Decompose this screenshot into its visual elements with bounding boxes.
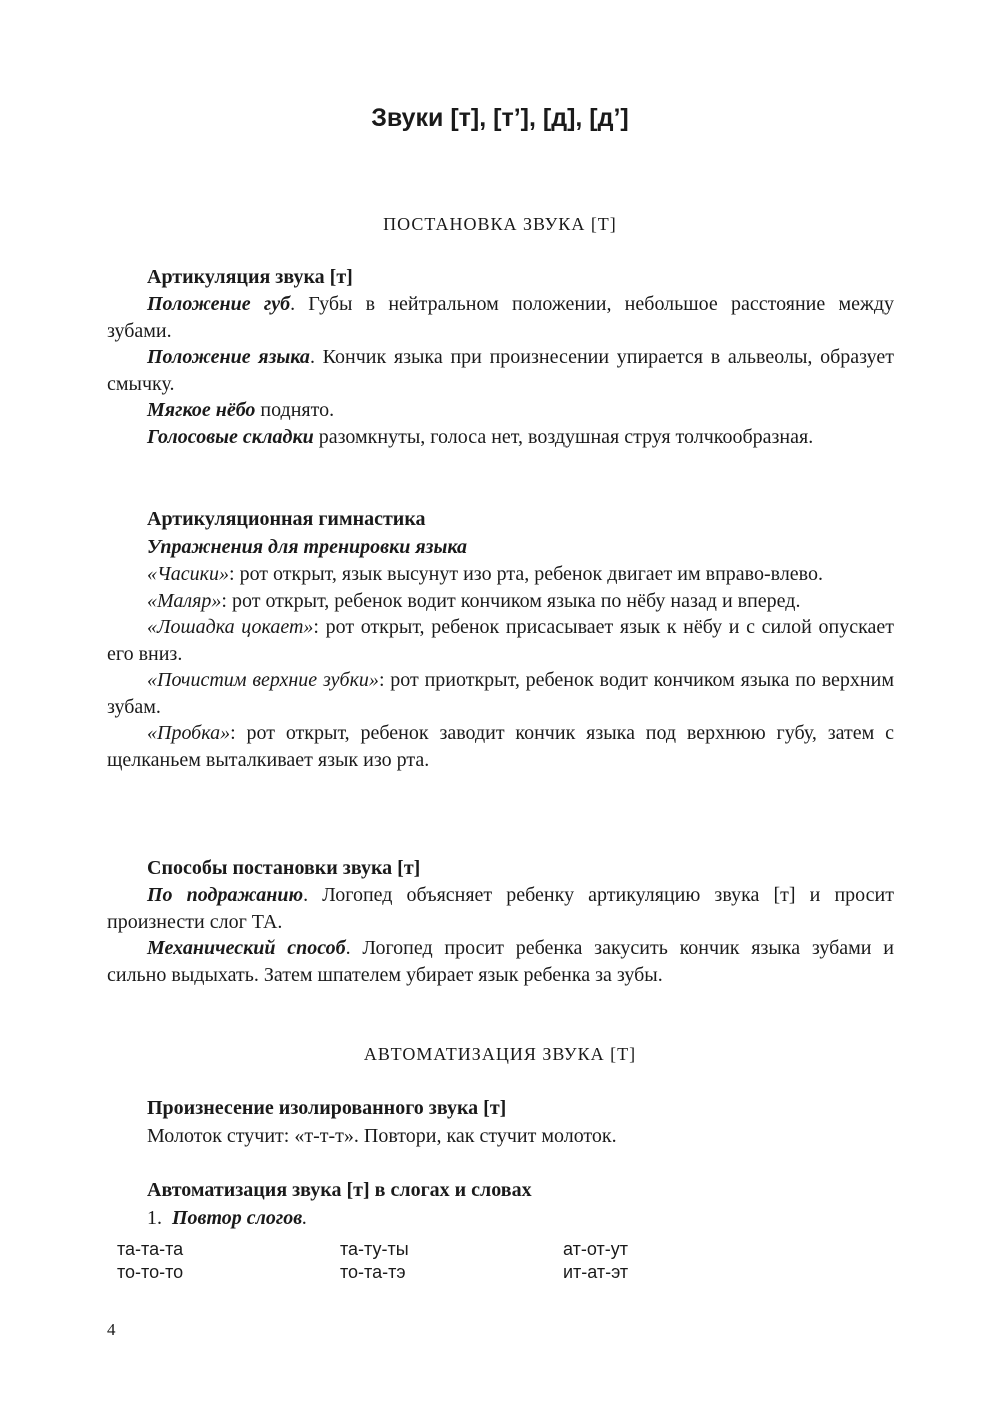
exercise-text: : рот приоткрыт, ребенок водит кончиком языка по верхним зубам. (107, 669, 894, 718)
isolated-heading: Произнесение изолированного звука [т] (147, 1097, 507, 1119)
syllable-cell: то-та-тэ (340, 1262, 406, 1282)
articulation-folds (107, 424, 894, 451)
folds-text: разомкнуты, голоса нет, воздушная струя толчкообразная. (313, 425, 814, 448)
syllables-table (117, 1238, 786, 1284)
exercise-text: : рот открыт, язык высунут изо рта, ребенок двигает им вправо-влево. (229, 563, 823, 585)
gymnastics-heading: Артикуляционная гимнастика (147, 508, 426, 530)
syllable-cell: та-та-та (117, 1239, 184, 1259)
methods-heading: Способы постановки звука [т] (147, 857, 421, 879)
syllable-cell: то-то-то (117, 1262, 184, 1282)
isolated-text: Молоток стучит: «т-т-т». Повтори, как стучит молоток. (147, 1125, 617, 1147)
exercise-text: : рот открыт, ребенок присасывает язык к нёбу и с силой опускает его вниз. (107, 616, 894, 665)
articulation-lips (107, 291, 894, 344)
exercise-label: «Часики» (147, 563, 230, 585)
method-text: . Логопед объясняет ребенку артикуляцию звука [т] и просит произнести слог ТА. (107, 884, 894, 933)
section-heading-setting: ПОСТАНОВКА ЗВУКА [Т] (383, 214, 617, 234)
section-heading-automation: АВТОМАТИЗАЦИЯ ЗВУКА [Т] (363, 1044, 637, 1064)
tongue-text: . Кончик языка при произнесении упирается в альвеолы, образует смычку. (107, 346, 894, 395)
method-item (107, 882, 894, 935)
item-label: Повтор слогов (172, 1207, 303, 1229)
exercise-text: : рот открыт, ребенок заводит кончик языка под верхнюю губу, затем с щелканьем выталкивает язык изо рта. (107, 722, 894, 771)
exercise-item (107, 720, 894, 773)
exercise-label: «Почистим верхние зубки» (147, 669, 379, 691)
palate-text: поднято. (255, 399, 335, 421)
articulation-tongue (107, 344, 894, 397)
method-text: . Логопед просит ребенка закусить кончик языка зубами и сильно выдыхать. Затем шпателем убирает язык ребенка за зубы. (107, 937, 894, 986)
syllables-item-1 (147, 1204, 894, 1232)
folds-label: Голосовые складки (147, 425, 314, 448)
page-title: Звуки [т], [т’], [д], [д’] (371, 104, 629, 132)
exercise-label: «Лошадка цокает» (147, 616, 314, 638)
item-number: 1. (147, 1207, 162, 1229)
syllables-heading: Автоматизация звука [т] в слогах и словах (147, 1179, 532, 1201)
gymnastics-block (107, 505, 894, 773)
method-label: Механический способ (147, 937, 346, 959)
exercise-item (107, 588, 894, 615)
exercise-item (107, 614, 894, 667)
exercise-text: : рот открыт, ребенок водит кончиком языка по нёбу назад и вперед. (221, 589, 801, 612)
exercise-label: «Маляр» (147, 589, 222, 612)
articulation-palate (107, 397, 894, 424)
gymnastics-subheading: Упражнения для тренировки языка (147, 536, 467, 558)
syllables-block (107, 1176, 894, 1232)
tongue-label: Положение языка (147, 346, 310, 368)
page-number: 4 (107, 1320, 116, 1339)
lips-label: Положение губ (147, 293, 291, 315)
syllable-cell: ат-от-ут (563, 1239, 628, 1259)
exercise-item (107, 561, 894, 588)
exercise-item (107, 667, 894, 720)
item-dot: . (302, 1207, 308, 1229)
syllable-cell: ит-ат-эт (563, 1262, 629, 1282)
exercise-label: «Пробка» (147, 722, 231, 744)
articulation-block (107, 263, 894, 450)
methods-block (107, 854, 894, 988)
lips-text: . Губы в нейтральном положении, небольшое расстояние между зубами. (107, 293, 894, 342)
palate-label: Мягкое нёбо (147, 399, 256, 421)
isolated-block (107, 1094, 894, 1150)
method-item (107, 935, 894, 988)
syllable-cell: та-ту-ты (340, 1239, 409, 1259)
articulation-heading: Артикуляция звука [т] (147, 266, 353, 288)
method-label: По подражанию (147, 884, 304, 906)
